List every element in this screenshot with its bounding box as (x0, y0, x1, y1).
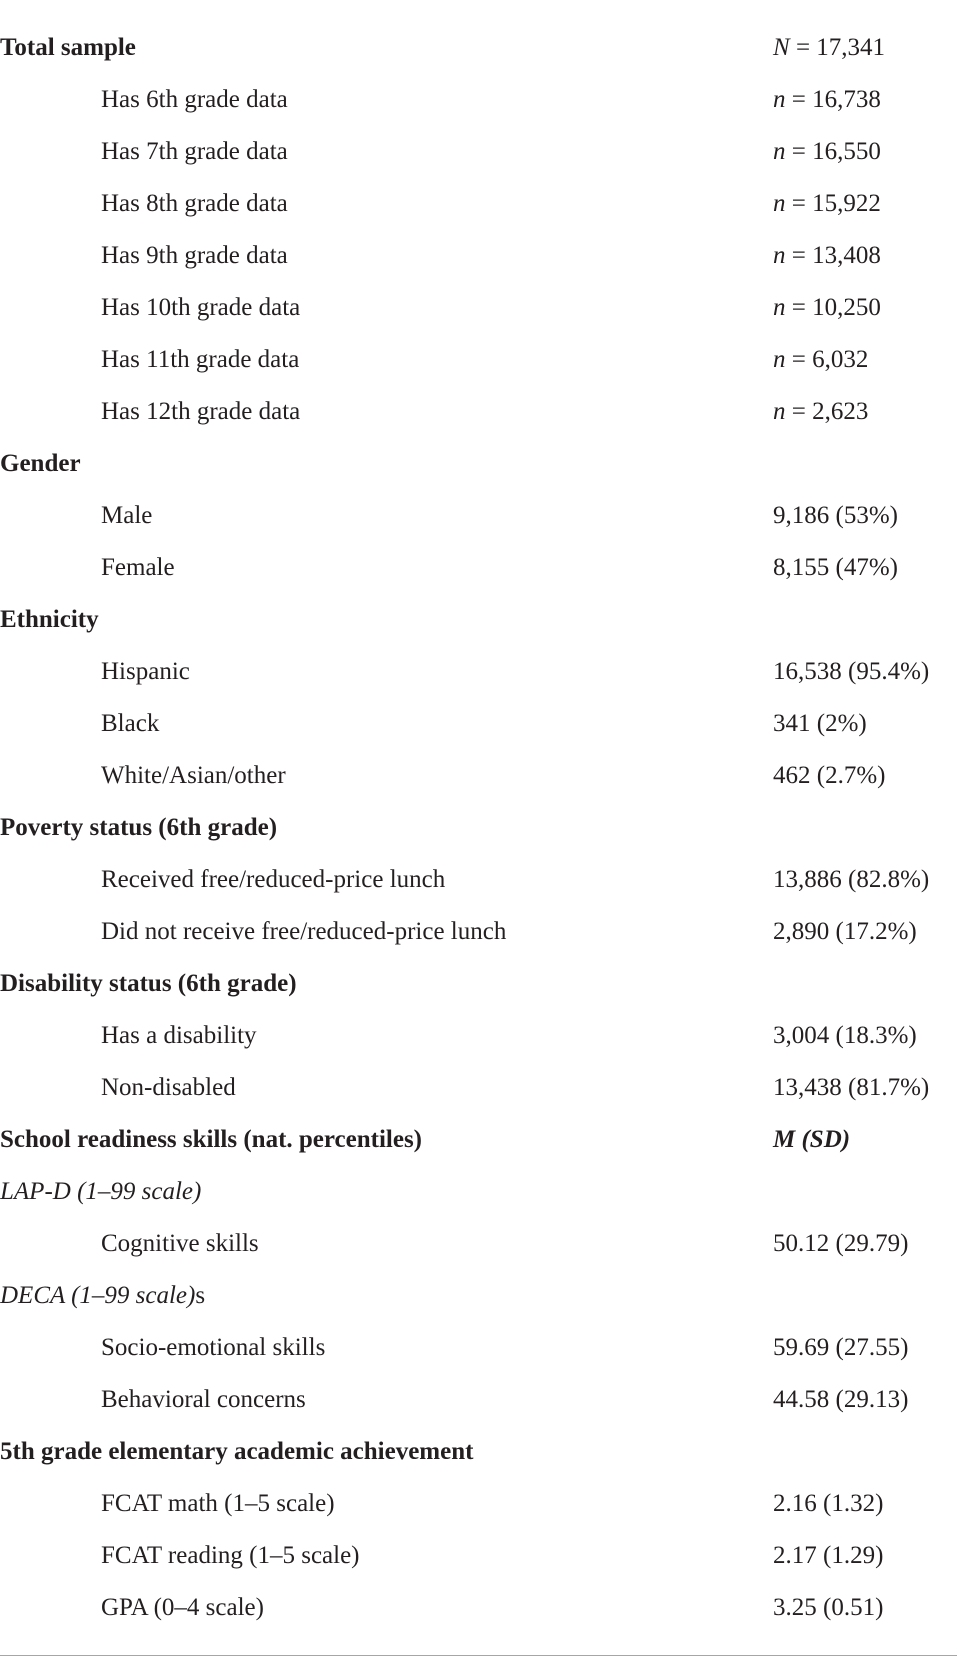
row-value (773, 1478, 883, 1530)
row-label (101, 334, 299, 386)
row-value-text: 3.25 (0.51) (773, 1594, 884, 1621)
row-value-text: 462 (2.7%) (773, 762, 886, 789)
row-value-symbol: n (773, 242, 786, 269)
row-value-text: = 2,623 (785, 398, 869, 425)
row-label-text: Has a disability (101, 1022, 257, 1049)
row-label-text: Gender (0, 450, 81, 477)
table-bottom-rule (0, 1655, 957, 1656)
row-label (101, 1530, 360, 1582)
row-label (101, 750, 286, 802)
row-label (101, 282, 300, 334)
row-label-text: FCAT reading (1–5 scale) (101, 1542, 360, 1569)
row-label (101, 1322, 325, 1374)
row-value (773, 126, 881, 178)
table-row (0, 1478, 957, 1530)
row-label (101, 1374, 306, 1426)
table-row (0, 1374, 957, 1426)
row-label (101, 1062, 236, 1114)
row-label (101, 1010, 257, 1062)
row-label (101, 126, 288, 178)
row-value (773, 646, 929, 698)
table-row (0, 1582, 957, 1634)
row-value (773, 542, 898, 594)
row-label-text: Poverty status (6th grade) (0, 814, 278, 841)
row-value-text: 50.12 (29.79) (773, 1230, 909, 1257)
row-label (0, 1166, 201, 1218)
row-value-symbol: n (773, 398, 786, 425)
table-section-row (0, 802, 957, 854)
row-value (773, 178, 881, 230)
row-label-text: Male (101, 502, 153, 529)
table-row (0, 74, 957, 126)
row-label-text: Has 12th grade data (101, 398, 301, 425)
row-label-text: LAP-D (1–99 scale) (0, 1178, 202, 1205)
row-label-text: Total sample (0, 34, 136, 61)
table-row (0, 1530, 957, 1582)
demographics-table (0, 22, 957, 1634)
table-row (0, 646, 957, 698)
table-section-row (0, 594, 957, 646)
row-label-text: Socio-emotional skills (101, 1334, 326, 1361)
table-row (0, 282, 957, 334)
row-value (773, 1530, 883, 1582)
row-value (773, 698, 867, 750)
row-value (773, 1582, 883, 1634)
row-label (101, 1582, 264, 1634)
row-label-text: Has 8th grade data (101, 190, 288, 217)
row-label-text: Has 6th grade data (101, 86, 288, 113)
row-label (0, 1270, 205, 1322)
row-label-text: Has 11th grade data (101, 346, 300, 373)
row-value (773, 750, 885, 802)
table-row (0, 1010, 957, 1062)
row-value (773, 854, 929, 906)
row-value-symbol: n (773, 86, 786, 113)
row-label-text: White/Asian/other (101, 762, 286, 789)
row-label (101, 1478, 335, 1530)
table-row (0, 1218, 957, 1270)
row-label-text: Did not receive free/reduced-price lunch (101, 918, 507, 945)
table-section-row (0, 1114, 957, 1166)
row-label (101, 490, 152, 542)
row-value-symbol: n (773, 190, 786, 217)
row-value (773, 1322, 908, 1374)
table-row (0, 1062, 957, 1114)
row-value (773, 386, 868, 438)
row-label (0, 1426, 473, 1478)
row-value-text: = 15,922 (785, 190, 881, 217)
table-section-row (0, 22, 957, 74)
row-value-text: 341 (2%) (773, 710, 867, 737)
row-label (101, 854, 445, 906)
table-row (0, 698, 957, 750)
row-value (773, 490, 898, 542)
table-row (0, 490, 957, 542)
row-value-text: 44.58 (29.13) (773, 1386, 909, 1413)
row-value-text: = 16,738 (785, 86, 881, 113)
row-label (0, 958, 297, 1010)
row-value-text: 2.17 (1.29) (773, 1542, 884, 1569)
row-label (0, 802, 277, 854)
table-row (0, 126, 957, 178)
row-label-suffix: s (195, 1282, 206, 1309)
row-label-text: Non-disabled (101, 1074, 236, 1101)
row-label (101, 230, 288, 282)
row-label-text: GPA (0–4 scale) (101, 1594, 264, 1621)
row-label (101, 178, 288, 230)
row-label-text: Hispanic (101, 658, 190, 685)
row-label-text: Has 9th grade data (101, 242, 288, 269)
row-label-text: Ethnicity (0, 606, 99, 633)
row-label-text: Has 7th grade data (101, 138, 288, 165)
row-label (101, 906, 506, 958)
row-label-text: Cognitive skills (101, 1230, 259, 1257)
table-row (0, 334, 957, 386)
row-value-text: = 17,341 (789, 34, 886, 61)
row-value-text: = 13,408 (785, 242, 881, 269)
row-value-text: 8,155 (47%) (773, 554, 898, 581)
row-value-symbol: n (773, 346, 786, 373)
row-value-text: 9,186 (53%) (773, 502, 898, 529)
table-row (0, 386, 957, 438)
row-value-text: = 6,032 (785, 346, 869, 373)
row-label-text: Disability status (6th grade) (0, 970, 297, 997)
row-label (101, 386, 300, 438)
row-label (101, 698, 159, 750)
row-value-text: 3,004 (18.3%) (773, 1022, 917, 1049)
table-subheader-row (0, 1166, 957, 1218)
row-label (101, 646, 190, 698)
table-section-row (0, 1426, 957, 1478)
row-value (773, 1010, 917, 1062)
row-value-symbol: N (773, 34, 790, 61)
table-row (0, 906, 957, 958)
row-value (773, 1114, 850, 1166)
row-value-text: M (SD) (773, 1126, 851, 1153)
row-value (773, 1218, 908, 1270)
row-value (773, 282, 881, 334)
table-row (0, 750, 957, 802)
row-label (101, 542, 175, 594)
row-label-text: 5th grade elementary academic achievement (0, 1438, 474, 1465)
row-label-text: Has 10th grade data (101, 294, 301, 321)
row-label-text: Received free/reduced-price lunch (101, 866, 446, 893)
row-label-text: FCAT math (1–5 scale) (101, 1490, 335, 1517)
row-value-text: 59.69 (27.55) (773, 1334, 909, 1361)
table-row (0, 854, 957, 906)
row-label (101, 74, 288, 126)
row-value (773, 1374, 908, 1426)
table-section-row (0, 438, 957, 490)
row-value (773, 74, 881, 126)
row-value-text: 13,438 (81.7%) (773, 1074, 930, 1101)
table-subheader-row (0, 1270, 957, 1322)
row-value (773, 334, 868, 386)
row-label-text: Female (101, 554, 175, 581)
row-label (0, 1114, 422, 1166)
row-value-text: 16,538 (95.4%) (773, 658, 930, 685)
table-row (0, 542, 957, 594)
row-value (773, 22, 885, 74)
row-label (0, 438, 81, 490)
row-value (773, 230, 881, 282)
row-value (773, 1062, 929, 1114)
row-value-text: 2,890 (17.2%) (773, 918, 917, 945)
row-value-text: = 10,250 (785, 294, 881, 321)
row-label-text: Black (101, 710, 160, 737)
row-value-symbol: n (773, 294, 786, 321)
row-label (101, 1218, 259, 1270)
table-section-row (0, 958, 957, 1010)
row-value-text: 2.16 (1.32) (773, 1490, 884, 1517)
row-label-text: School readiness skills (nat. percentiles) (0, 1126, 423, 1153)
row-value (773, 906, 917, 958)
row-label-text: Behavioral concerns (101, 1386, 306, 1413)
row-value-text: = 16,550 (785, 138, 881, 165)
table-row (0, 178, 957, 230)
row-value-symbol: n (773, 138, 786, 165)
row-label-text: DECA (1–99 scale) (0, 1282, 196, 1309)
row-value-text: 13,886 (82.8%) (773, 866, 930, 893)
row-label (0, 22, 136, 74)
table-row (0, 1322, 957, 1374)
table-row (0, 230, 957, 282)
row-label (0, 594, 99, 646)
